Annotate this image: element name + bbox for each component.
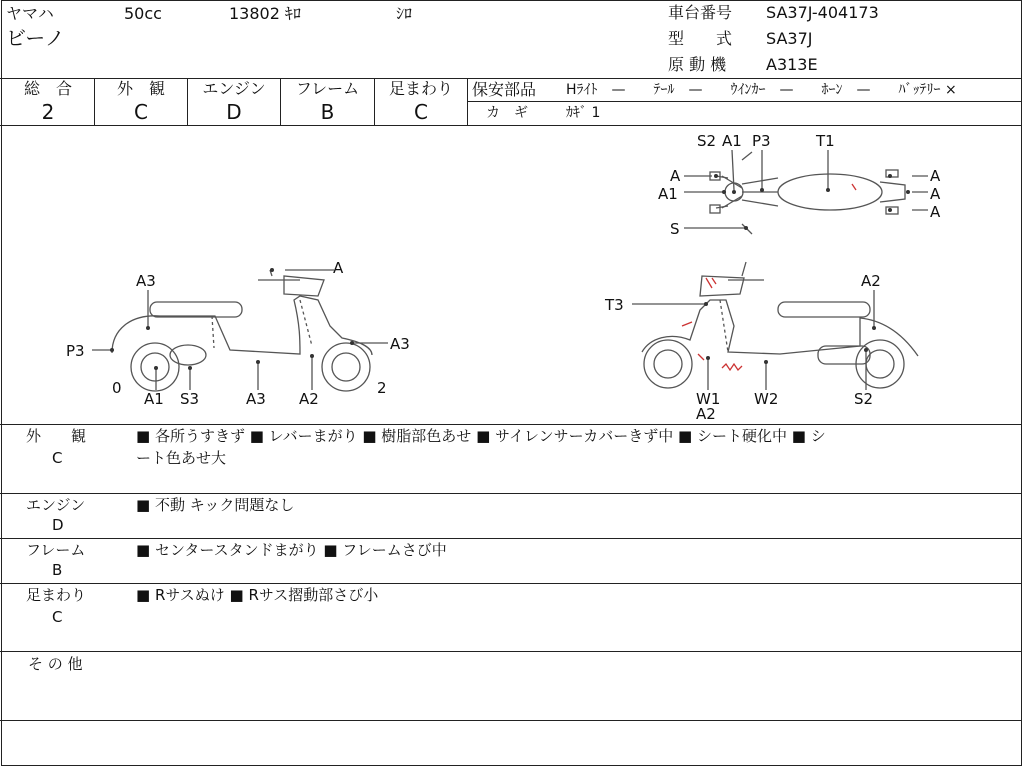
type-label: 型 式 [668, 29, 733, 48]
top-view-scooter [710, 152, 905, 234]
divider [0, 583, 1022, 584]
diagram-label: A2 [861, 272, 881, 290]
diagram-label: S2 [854, 390, 874, 408]
mileage: 13802 ｷﾛ [229, 4, 301, 23]
diagram-label: A1 [144, 390, 164, 408]
color: ｼﾛ [396, 4, 413, 23]
damage-diagram [0, 126, 1022, 424]
grade-engine-value: D [226, 100, 242, 124]
diagram-label: W1 [696, 390, 721, 408]
diagram-label: A [930, 185, 941, 203]
grade-exterior-value: C [134, 100, 148, 124]
grade-exterior-label: 外 観 [116, 79, 165, 98]
note-label-engine: エンジン [26, 496, 86, 514]
leader-lines [92, 150, 928, 390]
diagram-label: T1 [816, 132, 835, 150]
diagram-label: 0 [112, 379, 122, 397]
divider [467, 78, 468, 125]
diagram-label: A [333, 259, 344, 277]
diagram-label: A3 [390, 335, 410, 353]
diagram-label: S2 [697, 132, 717, 150]
note-grade-exterior: C [52, 449, 63, 467]
diagram-label: S [670, 220, 680, 238]
divider [0, 720, 1022, 721]
note-text-exterior-cont: ート色あせ大 [136, 449, 227, 467]
divider [0, 651, 1022, 652]
diagram-label: 2 [377, 379, 387, 397]
diagram-label: W2 [754, 390, 779, 408]
safety-label: 保安部品 [472, 80, 537, 99]
grade-frame-label: フレーム [295, 79, 360, 98]
displacement: 50cc [124, 4, 162, 23]
model-name: ビーノ [6, 26, 65, 50]
grade-total-value: 2 [41, 100, 55, 124]
damage-marks [682, 184, 856, 370]
diagram-label: P3 [752, 132, 771, 150]
divider [467, 101, 1022, 102]
note-grade-suspension: C [52, 608, 63, 626]
diagram-label: T3 [605, 296, 624, 314]
note-text-exterior: ■ 各所うすきず ■ レバーまがり ■ 樹脂部色あせ ■ サイレンサーカバーきず中 ■ シート硬化中 ■ シ [136, 427, 826, 445]
divider [0, 493, 1022, 494]
diagram-label: A1 [722, 132, 742, 150]
diagram-label: A3 [246, 390, 266, 408]
diagram-label: A2 [299, 390, 319, 408]
diagram-label: A [930, 203, 941, 221]
frame-no: SA37J-404173 [766, 3, 879, 22]
note-label-frame: フレーム [26, 541, 86, 559]
engine-label: 原 動 機 [668, 55, 727, 74]
grade-suspension-label: 足まわり [388, 79, 453, 98]
note-text-engine: ■ 不動 キック問題なし [136, 496, 295, 514]
diagram-label: A3 [136, 272, 156, 290]
note-text-frame: ■ センタースタンドまがり ■ フレームさび中 [136, 541, 447, 559]
maker: ヤマハ [6, 4, 54, 23]
diagram-label: A [930, 167, 941, 185]
note-grade-engine: D [52, 516, 64, 534]
note-label-suspension: 足まわり [26, 586, 87, 604]
diagram-label: A2 [696, 405, 716, 423]
grade-total-label: 総 合 [23, 79, 72, 98]
diagram-label: S3 [180, 390, 200, 408]
diagram-label: A [670, 167, 681, 185]
grade-engine-label: エンジン [202, 79, 266, 98]
safety-items: Hﾗｲﾄ — ﾃｰﾙ — ｳｲﾝｶｰ — ﾎｰﾝ — ﾊﾞｯﾃﾘｰ × [566, 82, 957, 98]
grade-suspension-value: C [414, 100, 428, 124]
diagram-label: P3 [66, 342, 85, 360]
grade-frame-value: B [320, 100, 335, 124]
note-grade-frame: B [52, 561, 63, 579]
frame-no-label: 車台番号 [668, 3, 733, 22]
note-label-other: そ の 他 [28, 655, 83, 673]
note-label-exterior: 外 観 [26, 427, 87, 445]
key-label: カ ギ [486, 105, 528, 121]
type-value: SA37J [766, 29, 813, 48]
diagram-label: A1 [658, 185, 678, 203]
key-value: ｶｷﾞ 1 [566, 105, 601, 121]
divider [0, 538, 1022, 539]
engine-value: A313E [766, 55, 818, 74]
note-text-suspension: ■ Rサスぬけ ■ Rサス摺動部さび小 [136, 586, 379, 604]
divider [0, 424, 1022, 425]
